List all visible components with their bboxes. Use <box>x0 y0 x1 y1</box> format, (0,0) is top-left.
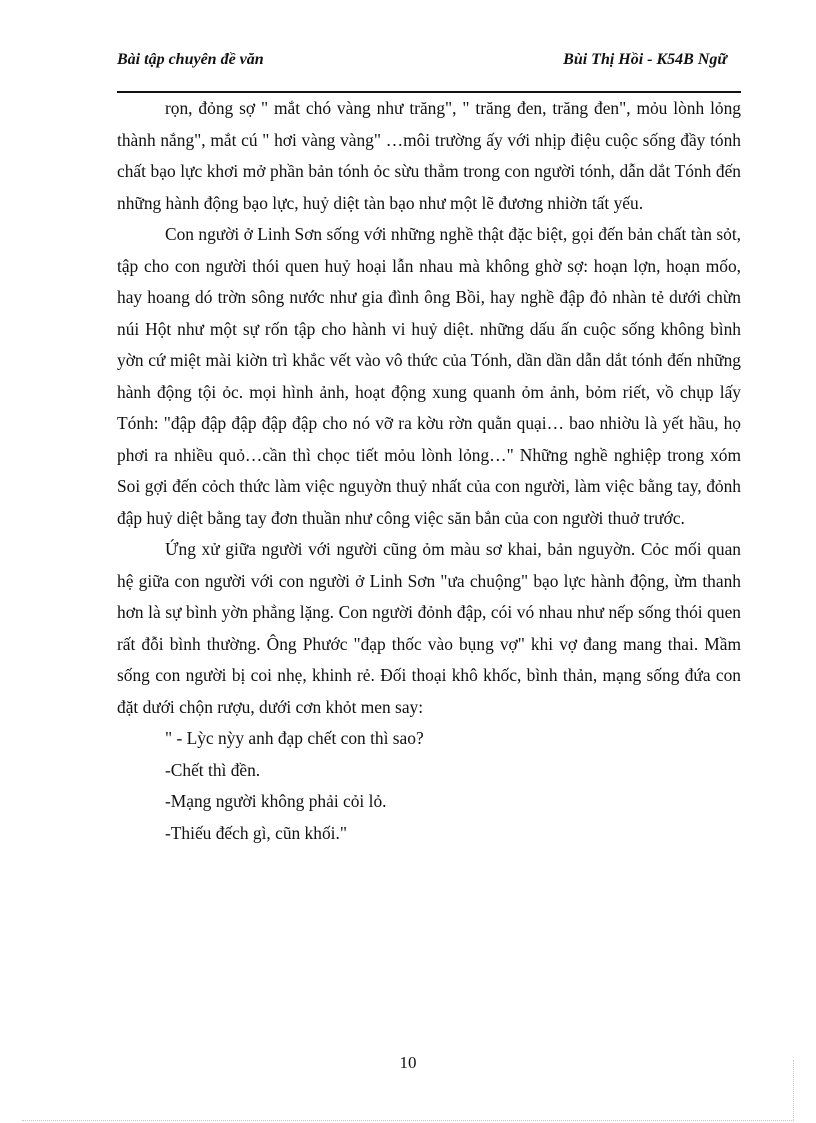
header-author: Bùi Thị Hồi - K54B Ngữ <box>563 51 727 68</box>
document-body <box>117 93 741 849</box>
paragraph: Ứng xử giữa người với người cũng ỏm màu sơ khai, bản nguyờn. Cỏc mối quan hệ giữa con người với con người ở Linh Sơn "ưa chuộng" bạo lực hành động, ừm thanh hơn là sự bình yờn phẳng lặng. Con người đỏnh đập, cói vó nhau như nếp sống thói quen rất đỗi bình thường. Ông Phước "đạp thốc vào bụng vợ" khi vợ đang mang thai. Mầm sống con người bị coi nhẹ, khinh rẻ. Đối thoại khô khốc, bình thản, mạng sống đứa con đặt dưới chộn rượu, dưới cơn khỏt men say: <box>117 539 741 717</box>
page-header <box>117 50 741 90</box>
dialogue-line: " - Lỳc nỳy anh đạp chết con thì sao? <box>165 728 424 748</box>
dialogue-line: -Thiếu đếch gì, cũn khối." <box>165 822 347 843</box>
dialogue-line: -Mạng người không phải cỏi lỏ. <box>165 791 387 811</box>
page-border-right <box>793 1060 794 1120</box>
page-border-bottom <box>22 1120 794 1121</box>
paragraph: Con người ở Linh Sơn sống với những nghề thật đặc biệt, gọi đến bản chất tàn sỏt, tập cho con người thói quen huỷ hoại lẫn nhau mà không ghờ sợ: hoạn lợn, hoạn mốo, hay hoang dó trờn sông nước như gia đình ông Bồi, hay nghề đập đỏ nhàn tẻ dưới chừn núi Hột như một sự rốn tập cho hành vi huỷ diệt. những dấu ấn cuộc sống không bình yờn cứ miệt mài kiờn trì khắc vết vào vô thức của Tónh, dần dần dẫn dắt tónh đến những hành động tội ỏc. mọi hình ảnh, hoạt động xung quanh ỏm ảnh, bỏm riết, vồ chụp lấy Tónh: "đập đập đập đập đập cho nó vỡ ra kờu rờn quằn quại… bao nhiờu là yết hầu, họ phơi ra nhiều quỏ…cần thì chọc tiết mỏu lònh lỏng…" Những nghề nghiệp trong xóm Soi gợi đến cỏch thức làm việc nguyờn thuỷ nhất của con người, làm việc bằng tay, đỏnh đập huỷ diệt bằng tay đơn thuần như công việc săn bắn của con người thuở trước. <box>117 224 741 528</box>
page-number: 10 <box>399 1053 417 1072</box>
paragraph-continued: rọn, đỏng sợ " mắt chó vàng như trăng", " trăng đen, trăng đen", mỏu lònh lỏng thành nắng", mắt cú " hơi vàng vàng" …môi trường ấy với nhịp điệu cuộc sống đầy tónh chất bạo lực khơi mở phần bản tónh ỏc sừu thẳm trong con người tónh, dẫn dắt Tónh đến những hành động bạo lực, huỷ diệt tàn bạo như một lẽ đương nhiờn tất yếu. <box>117 98 741 213</box>
dialogue-line: -Chết thì đền. <box>165 759 261 780</box>
header-course-title: Bài tập chuyên đề văn <box>117 51 264 68</box>
